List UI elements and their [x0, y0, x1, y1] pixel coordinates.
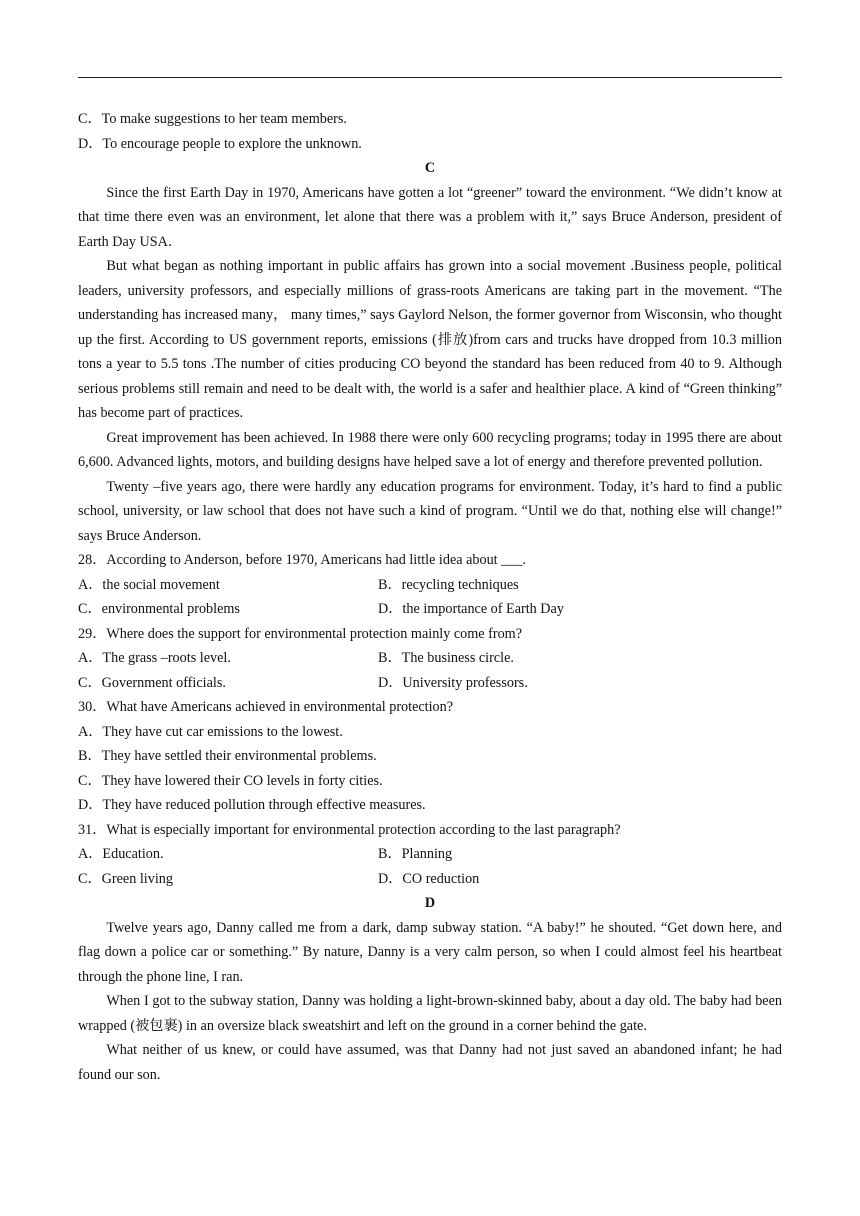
question-31-option-d: D．CO reduction: [378, 870, 480, 887]
question-28-option-b: B．recycling techniques: [378, 576, 519, 593]
question-28-option-c: C．environmental problems: [78, 601, 240, 617]
question-29-options-row-2: [78, 671, 782, 696]
question-28-options-row-2: [78, 597, 782, 622]
option-d-prev: D．To encourage people to explore the unknown.: [78, 135, 362, 152]
question-29-options-row-1: [78, 646, 782, 671]
section-heading-d: D: [424, 895, 436, 911]
question-29-option-c: C．Government officials.: [78, 674, 226, 691]
question-28-options-row-1: [78, 573, 782, 598]
section-c-paragraph-1: Since the first Earth Day in 1970, Americans have gotten a lot “greener” toward the environment. “We didn’t know at that time there even was an environment, let alone that there was a problem with it,” says Bruce Anderson, president of Earth Day USA．: [78, 184, 782, 250]
question-28-stem: 28．According to Anderson, before 1970, Americans had little idea about ___.: [78, 552, 526, 568]
section-c-paragraph-4: Twenty –five years ago, there were hardly any education programs for environment. Today, it’s hard to find a public school, university, or law school that does not have such a kind of program. “Until we do that, nothing else will change!” says Bruce Anderson.: [78, 478, 782, 544]
section-c-paragraph-3: Great improvement has been achieved. In 1988 there were only 600 recycling programs; today in 1995 there are about 6,600. Advanced lights, motors, and building designs have helped save a lot of energy and therefore prevented pollution.: [78, 429, 782, 470]
question-29-option-d: D．University professors.: [378, 674, 528, 691]
question-30-option-c: C．They have lowered their CO levels in forty cities.: [78, 772, 383, 789]
question-31-option-b: B．Planning: [378, 846, 453, 862]
question-31-option-c: C．Green living: [78, 870, 173, 887]
question-30-option-d: D．They have reduced pollution through effective measures.: [78, 797, 426, 813]
question-28-option-a: A．the social movement: [78, 576, 220, 593]
section-c-paragraph-2: But what began as nothing important in public affairs has grown into a social movement .Business people, political leaders, university professors, and especially millions of grass-roots Americans are taking part in the movement. “The understanding has increased many， many times,” says Gaylord Nelson, the former governor from Wisconsin, who thought up the first. According to US government reports, emissions (排放)from cars and trucks have dropped from 10.3 million tons a year to 5.5 tons .The number of cities producing CO beyond the standard has been reduced from 40 to 9. Although serious problems still remain and need to be dealt with, the world is a safer and healthier place. A kind of “Green thinking” has become part of practices.: [78, 258, 782, 421]
question-30-option-b: B．They have settled their environmental problems.: [78, 748, 377, 764]
question-29-option-b: B．The business circle.: [378, 650, 514, 666]
question-30-option-a: A．They have cut car emissions to the lowest.: [78, 723, 343, 740]
question-28-option-d: D．the importance of Earth Day: [378, 601, 564, 617]
document-body: [78, 107, 782, 1087]
option-c-prev: C．To make suggestions to her team members.: [78, 111, 347, 127]
section-d-paragraph-3: What neither of us knew, or could have assumed, was that Danny had not just saved an abandoned infant; he had found our son.: [78, 1042, 782, 1083]
question-29-option-a: A．The grass –roots level.: [78, 650, 231, 666]
question-29-stem: 29．Where does the support for environmental protection mainly come from?: [78, 625, 523, 642]
section-d-paragraph-1: Twelve years ago, Danny called me from a dark, damp subway station. “A baby!” he shouted. “Get down here, and flag down a police car or something.” By nature, Danny is a very calm person, so when I could almost feel his heartbeat through the phone line, I ran.: [78, 919, 782, 985]
question-31-options-row-2: [78, 867, 782, 892]
question-31-stem: 31．What is especially important for environmental protection according to the last paragraph?: [78, 821, 621, 838]
header-rule: [78, 77, 782, 78]
question-30-stem: 30．What have Americans achieved in environmental protection?: [78, 699, 454, 715]
section-heading-c: C: [424, 160, 436, 176]
question-31-options-row-1: [78, 842, 782, 867]
section-d-paragraph-2: When I got to the subway station, Danny was holding a light-brown-skinned baby, about a day old. The baby had been wrapped (被包裹) in an oversize black sweatshirt and left on the ground in a corner behind the gate.: [78, 993, 782, 1034]
question-31-option-a: A．Education.: [78, 846, 164, 862]
